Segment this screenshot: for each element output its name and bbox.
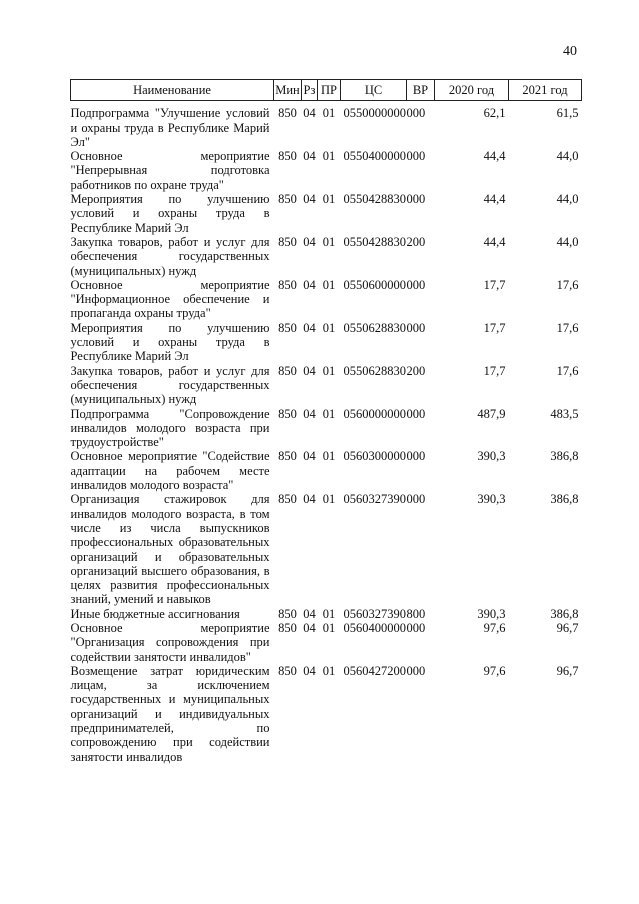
header-vr: ВР bbox=[407, 80, 435, 101]
row-2021: 17,6 bbox=[556, 277, 579, 292]
row-2020: 390,3 bbox=[477, 492, 506, 507]
table-row bbox=[71, 449, 582, 492]
row-name: Основное мероприятие "Содействие адаптации на рабочем месте инвалидов молодого возраста" bbox=[70, 449, 270, 493]
row-min: 850 bbox=[278, 620, 297, 635]
row-pr: 01 bbox=[322, 106, 336, 121]
row-2020: 487,9 bbox=[477, 406, 506, 421]
row-pr: 01 bbox=[322, 406, 336, 421]
row-cs: 0560327390 bbox=[343, 606, 406, 621]
row-min: 850 bbox=[278, 149, 297, 164]
row-name: Организация стажировок для инвалидов молодого возраста, в том числе из числа выпускников профессиональных образовательных организаций и образовательных организаций высшего образования, в целях развития профессиональных знаний, умений и навыков bbox=[70, 492, 270, 607]
row-cs: 0550428830 bbox=[343, 234, 406, 249]
page-number: 40 bbox=[563, 44, 577, 59]
row-rz: 04 bbox=[303, 320, 316, 335]
header-2020: 2020 год bbox=[435, 80, 509, 101]
row-min: 850 bbox=[278, 406, 297, 421]
row-2020: 44,4 bbox=[483, 192, 506, 207]
table-row bbox=[71, 278, 582, 321]
table-row bbox=[71, 235, 582, 278]
row-pr: 01 bbox=[322, 620, 336, 635]
row-2021: 44,0 bbox=[556, 234, 579, 249]
row-name: Подпрограмма "Сопровождение инвалидов молодого возраста при трудоустройстве" bbox=[70, 406, 270, 450]
row-cs: 0550000000 bbox=[343, 106, 406, 121]
row-2021: 17,6 bbox=[556, 320, 579, 335]
row-pr: 01 bbox=[322, 234, 336, 249]
row-2020: 44,4 bbox=[483, 234, 506, 249]
row-rz: 04 bbox=[303, 277, 316, 292]
row-name: Основное мероприятие "Непрерывная подготовка работников по охране труда" bbox=[70, 149, 270, 192]
header-2021: 2021 год bbox=[509, 80, 582, 101]
row-min: 850 bbox=[278, 663, 297, 678]
row-name: Закупка товаров, работ и услуг для обеспечения государственных (муниципальных) нужд bbox=[70, 363, 270, 407]
row-2021: 96,7 bbox=[556, 620, 579, 635]
header-min: Мин bbox=[274, 80, 302, 101]
row-name: Мероприятия по улучшению условий и охраны труда в Республике Марий Эл bbox=[70, 192, 270, 235]
row-2021: 96,7 bbox=[556, 663, 579, 678]
header-name: Наименование bbox=[71, 80, 274, 101]
row-name: Возмещение затрат юридическим лицам, за исключением государственных и муниципальных организаций и индивидуальных предпринимателей, по сопровождению при содействии занятости инвалидов bbox=[70, 663, 270, 764]
row-2021: 44,0 bbox=[556, 149, 579, 164]
row-rz: 04 bbox=[303, 106, 316, 121]
row-name: Мероприятия по улучшению условий и охраны труда в Республике Марий Эл bbox=[70, 320, 270, 364]
row-rz: 04 bbox=[303, 606, 316, 621]
row-2021: 61,5 bbox=[556, 106, 579, 121]
row-min: 850 bbox=[278, 277, 297, 292]
budget-table bbox=[70, 79, 582, 764]
row-pr: 01 bbox=[322, 192, 336, 207]
header-pr: ПР bbox=[318, 80, 341, 101]
row-min: 850 bbox=[278, 606, 297, 621]
table-row bbox=[71, 101, 582, 149]
row-cs: 0560400000 bbox=[343, 620, 406, 635]
row-vr: 000 bbox=[406, 449, 426, 464]
row-vr: 000 bbox=[406, 277, 426, 292]
row-2021: 44,0 bbox=[556, 192, 579, 207]
row-2020: 17,7 bbox=[483, 277, 506, 292]
row-2021: 386,8 bbox=[550, 606, 579, 621]
row-name: Основное мероприятие "Организация сопровождения при содействии занятости инвалидов" bbox=[70, 620, 270, 664]
row-pr: 01 bbox=[322, 492, 336, 507]
row-name: Основное мероприятие "Информационное обеспечение и пропаганда охраны труда" bbox=[70, 277, 270, 321]
row-vr: 000 bbox=[406, 192, 426, 207]
row-cs: 0560000000 bbox=[343, 406, 406, 421]
row-vr: 000 bbox=[406, 149, 426, 164]
table-row bbox=[71, 621, 582, 664]
table-row bbox=[71, 364, 582, 407]
table-row bbox=[71, 149, 582, 192]
row-2020: 17,7 bbox=[483, 363, 506, 378]
row-vr: 200 bbox=[406, 234, 426, 249]
row-pr: 01 bbox=[322, 663, 336, 678]
row-min: 850 bbox=[278, 234, 297, 249]
row-2020: 390,3 bbox=[477, 606, 506, 621]
row-cs: 0560300000 bbox=[343, 449, 406, 464]
header-cs: ЦС bbox=[341, 80, 407, 101]
table-header-row bbox=[71, 80, 582, 101]
row-min: 850 bbox=[278, 192, 297, 207]
row-vr: 000 bbox=[406, 663, 426, 678]
row-name: Подпрограмма "Улучшение условий и охраны труда в Республике Марий Эл" bbox=[70, 106, 270, 149]
row-vr: 000 bbox=[406, 406, 426, 421]
row-cs: 0550628830 bbox=[343, 320, 406, 335]
row-pr: 01 bbox=[322, 606, 336, 621]
row-vr: 000 bbox=[406, 492, 426, 507]
header-rz: Рз bbox=[302, 80, 318, 101]
row-cs: 0550428830 bbox=[343, 192, 406, 207]
row-name: Закупка товаров, работ и услуг для обеспечения государственных (муниципальных) нужд bbox=[70, 234, 270, 278]
row-pr: 01 bbox=[322, 277, 336, 292]
row-rz: 04 bbox=[303, 192, 316, 207]
row-vr: 000 bbox=[406, 320, 426, 335]
row-2021: 483,5 bbox=[550, 406, 579, 421]
row-rz: 04 bbox=[303, 449, 316, 464]
table-row bbox=[71, 192, 582, 235]
row-2021: 386,8 bbox=[550, 492, 579, 507]
row-cs: 0560427200 bbox=[343, 663, 406, 678]
row-min: 850 bbox=[278, 106, 297, 121]
row-rz: 04 bbox=[303, 406, 316, 421]
row-min: 850 bbox=[278, 320, 297, 335]
row-2020: 17,7 bbox=[483, 320, 506, 335]
row-2021: 386,8 bbox=[550, 449, 579, 464]
table-row bbox=[71, 664, 582, 764]
row-2020: 390,3 bbox=[477, 449, 506, 464]
row-min: 850 bbox=[278, 363, 297, 378]
table-row bbox=[71, 321, 582, 364]
row-2020: 97,6 bbox=[483, 663, 506, 678]
row-vr: 000 bbox=[406, 106, 426, 121]
row-vr: 000 bbox=[406, 620, 426, 635]
row-name: Иные бюджетные ассигнования bbox=[70, 606, 240, 621]
row-rz: 04 bbox=[303, 663, 316, 678]
row-rz: 04 bbox=[303, 492, 316, 507]
row-vr: 800 bbox=[406, 606, 426, 621]
row-pr: 01 bbox=[322, 363, 336, 378]
row-vr: 200 bbox=[406, 363, 426, 378]
row-2021: 17,6 bbox=[556, 363, 579, 378]
row-rz: 04 bbox=[303, 234, 316, 249]
row-2020: 62,1 bbox=[483, 106, 506, 121]
row-min: 850 bbox=[278, 449, 297, 464]
row-2020: 44,4 bbox=[483, 149, 506, 164]
row-rz: 04 bbox=[303, 149, 316, 164]
row-cs: 0550600000 bbox=[343, 277, 406, 292]
row-cs: 0550400000 bbox=[343, 149, 406, 164]
row-rz: 04 bbox=[303, 363, 316, 378]
row-cs: 0560327390 bbox=[343, 492, 406, 507]
row-cs: 0550628830 bbox=[343, 363, 406, 378]
table-row bbox=[71, 407, 582, 450]
row-pr: 01 bbox=[322, 320, 336, 335]
row-pr: 01 bbox=[322, 149, 336, 164]
row-pr: 01 bbox=[322, 449, 336, 464]
row-rz: 04 bbox=[303, 620, 316, 635]
table-row bbox=[71, 492, 582, 606]
row-min: 850 bbox=[278, 492, 297, 507]
table-row bbox=[71, 607, 582, 621]
row-2020: 97,6 bbox=[483, 620, 506, 635]
